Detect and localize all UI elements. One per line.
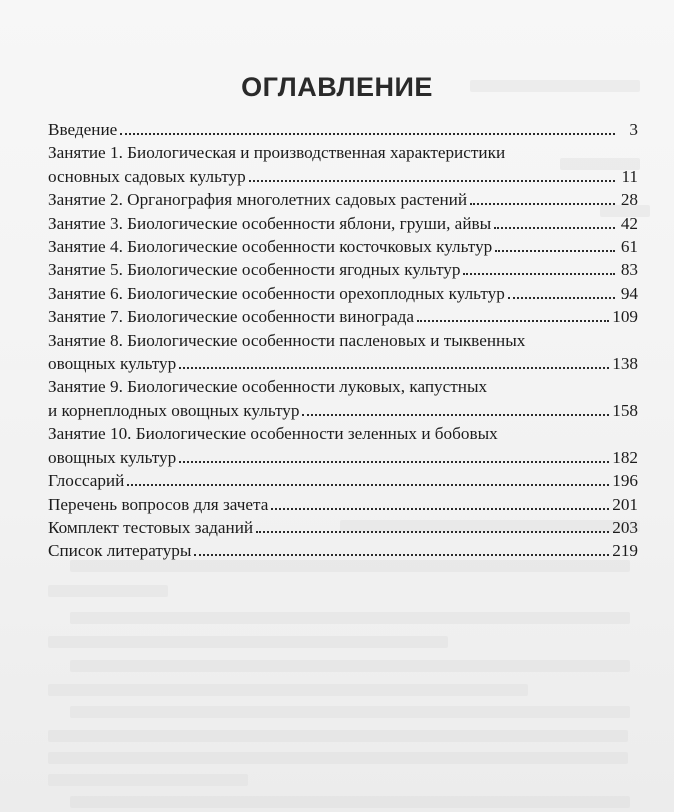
toc-entry-line	[48, 422, 638, 445]
toc-entry[interactable]	[48, 305, 638, 328]
toc-entry-text: Список литературы	[48, 541, 192, 561]
toc-entry-line-with-page	[48, 188, 638, 211]
toc-page-number: 201	[612, 494, 638, 514]
toc-page-number: 28	[620, 190, 638, 210]
toc-entry[interactable]	[48, 516, 638, 539]
toc-entry[interactable]	[48, 282, 638, 305]
toc-page-number: 203	[612, 517, 638, 537]
dot-leader	[470, 191, 615, 205]
toc-entry-text: Занятие 4. Биологические особенности косточковых культур	[48, 237, 493, 257]
dot-leader	[302, 402, 609, 416]
dot-leader	[127, 472, 609, 486]
dot-leader	[271, 495, 609, 509]
toc-entry-line-with-page	[48, 258, 638, 281]
toc-entry-line-with-page	[48, 165, 638, 188]
toc-entry-text: Занятие 6. Биологические особенности орехоплодных культур	[48, 283, 505, 303]
toc-entry-line-with-page	[48, 352, 638, 375]
toc-entry-text: Комплект тестовых заданий	[48, 517, 254, 537]
toc-page-number: 94	[620, 283, 638, 303]
toc-entry-text: Занятие 5. Биологические особенности ягодных культур	[48, 260, 461, 280]
toc-entry-line-with-page	[48, 539, 638, 562]
toc-page-number: 61	[620, 237, 638, 257]
dot-leader	[495, 238, 615, 252]
toc-entry-text: Занятие 8. Биологические особенности пасленовых и тыквенных	[48, 330, 526, 350]
page-title: ОГЛАВЛЕНИЕ	[241, 72, 433, 102]
toc-entry-line	[48, 141, 638, 164]
dot-leader	[494, 214, 615, 228]
toc-entry[interactable]	[48, 539, 638, 562]
toc-entry-line-with-page	[48, 118, 638, 141]
toc-page-number: 83	[620, 260, 638, 280]
dot-leader	[179, 448, 609, 462]
toc-entry-line	[48, 329, 638, 352]
toc-entry[interactable]	[48, 212, 638, 235]
toc-entry[interactable]	[48, 235, 638, 258]
toc-entry[interactable]	[48, 493, 638, 516]
toc-entry-text: Глоссарий	[48, 471, 125, 491]
dot-leader	[463, 261, 615, 275]
toc-entry[interactable]	[48, 375, 638, 422]
toc-entry-text: основных садовых культур	[48, 166, 246, 186]
toc-entry[interactable]	[48, 329, 638, 376]
toc-entry-line-with-page	[48, 399, 638, 422]
toc-entry-text: Занятие 9. Биологические особенности луковых, капустных	[48, 377, 488, 397]
toc-page-number: 42	[620, 213, 638, 233]
toc-entry-text: Занятие 3. Биологические особенности яблони, груши, айвы	[48, 213, 492, 233]
dot-leader	[256, 519, 609, 533]
dot-leader	[508, 284, 615, 298]
toc-entry[interactable]	[48, 422, 638, 469]
dot-leader	[179, 355, 609, 369]
toc-entry[interactable]	[48, 469, 638, 492]
toc-entry[interactable]	[48, 141, 638, 188]
toc-entry-line-with-page	[48, 212, 638, 235]
toc-entry-text: и корнеплодных овощных культур	[48, 400, 300, 420]
toc-page-number: 182	[612, 447, 638, 467]
toc-entry-line-with-page	[48, 493, 638, 516]
toc-entry[interactable]	[48, 188, 638, 211]
toc-entry-text: Занятие 7. Биологические особенности винограда	[48, 307, 415, 327]
toc-entry-text: Занятие 2. Органография многолетних садовых растений	[48, 190, 468, 210]
toc-entry-line-with-page	[48, 446, 638, 469]
toc-entry-text: Перечень вопросов для зачета	[48, 494, 269, 514]
toc-entry-text: Занятие 1. Биологическая и производственная характеристики	[48, 143, 506, 163]
toc-page-number: 219	[612, 541, 638, 561]
toc-entry[interactable]	[48, 258, 638, 281]
toc-entry-line-with-page	[48, 516, 638, 539]
toc-entry-line-with-page	[48, 282, 638, 305]
toc-page-number: 3	[629, 120, 638, 139]
dot-leader	[120, 121, 615, 135]
toc-page-number: 138	[612, 354, 638, 374]
toc-entry-line-with-page	[48, 305, 638, 328]
toc-page-number: 109	[612, 307, 638, 327]
dot-leader	[417, 308, 609, 322]
table-of-contents	[48, 118, 638, 563]
dot-leader	[249, 167, 615, 181]
toc-entry-text: овощных культур	[48, 354, 177, 374]
dot-leader	[194, 542, 609, 556]
toc-page-number: 11	[621, 166, 638, 186]
toc-entry-line-with-page	[48, 469, 638, 492]
toc-entry-text: Занятие 10. Биологические особенности зеленных и бобовых	[48, 424, 498, 444]
toc-page-number: 158	[612, 400, 638, 420]
toc-entry-text: Введение	[48, 120, 118, 139]
toc-page-number: 196	[612, 471, 638, 491]
toc-entry-line-with-page	[48, 235, 638, 258]
toc-entry-text: овощных культур	[48, 447, 177, 467]
toc-entry-line	[48, 375, 638, 398]
toc-entry[interactable]	[48, 118, 638, 141]
